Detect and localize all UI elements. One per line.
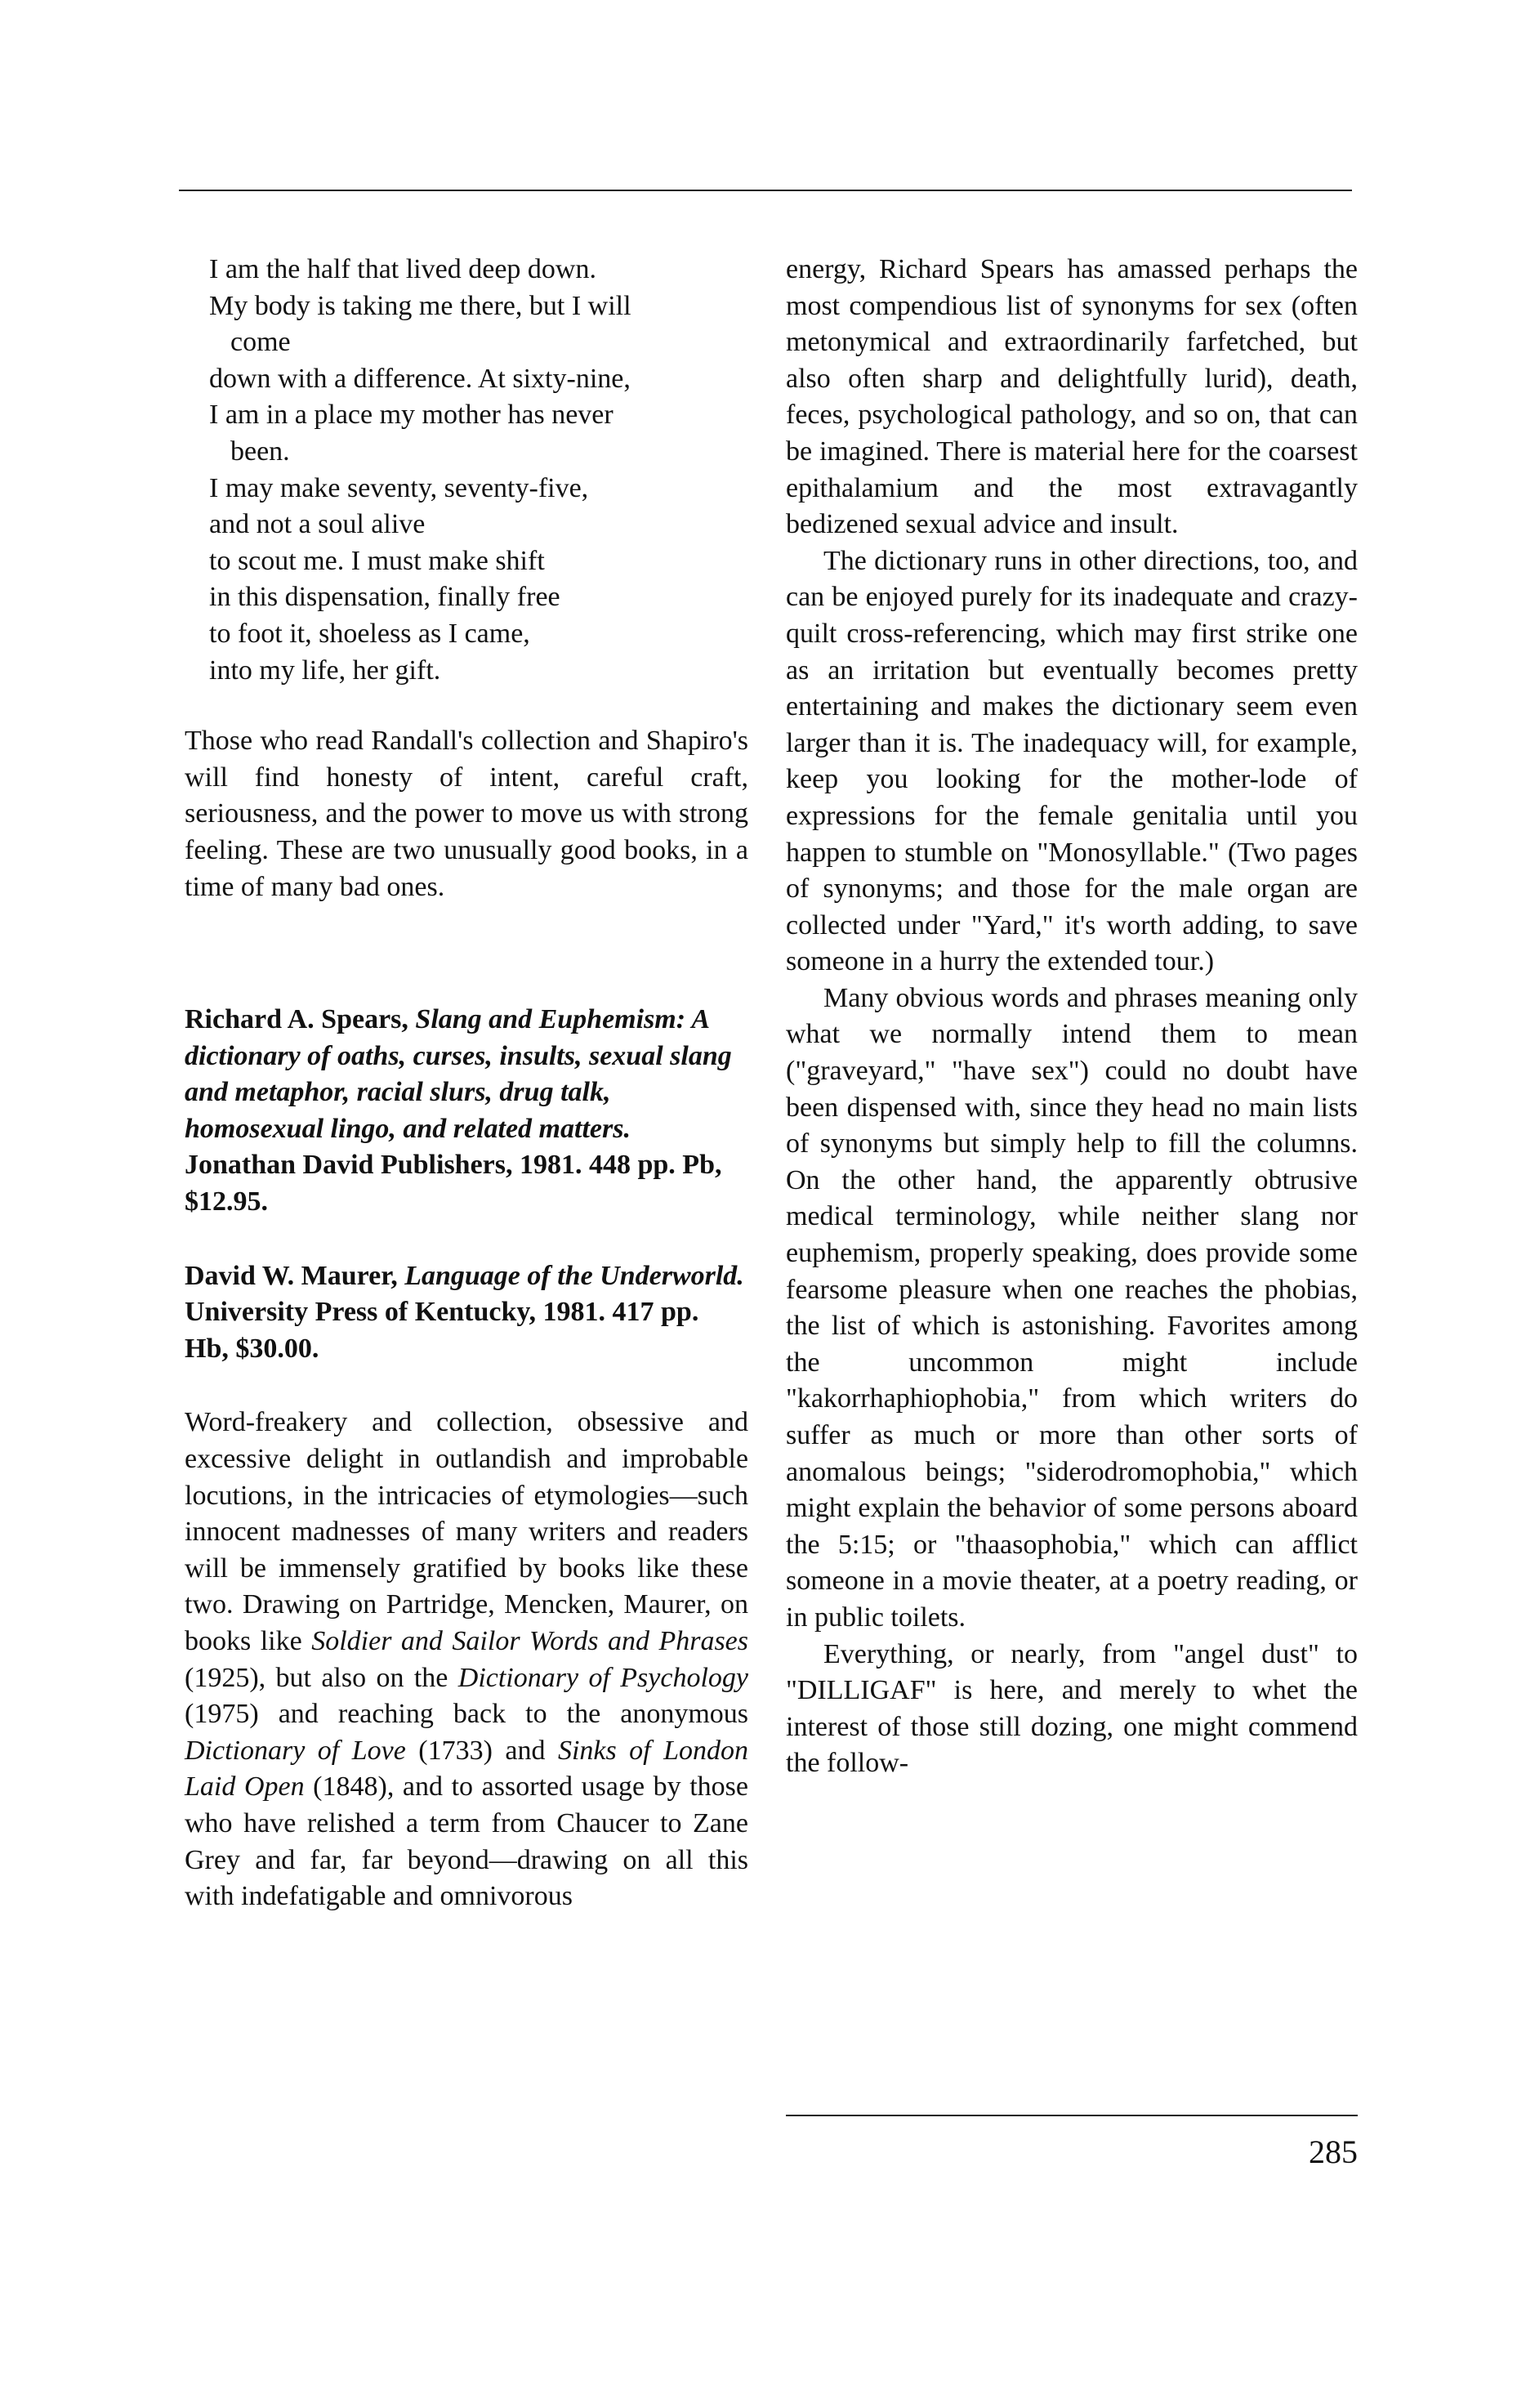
book-title: Dictionary of Love: [185, 1735, 406, 1766]
poem-line: down with a difference. At sixty-nine,: [209, 363, 631, 394]
reference-title: Language of the Underworld.: [404, 1260, 744, 1291]
poem-line: I am the half that lived deep down.: [209, 254, 596, 284]
left-column: [185, 252, 748, 1915]
book-title: Dictionary of Psychology: [457, 1662, 748, 1693]
reference-maurer: [185, 1258, 748, 1368]
page-number: 285: [1309, 2133, 1358, 2170]
review-paragraph: Word-freakery and collection, obsessive and excessive delight in outlandish and improbable locutions, in the intricacies of etymologies—such innocent madnesses of many writers and readers will be immensely gratified by books like these two. Drawing on Partridge, Mencken, Maurer, on books like Soldier and Sailor Words and Phrases (1925), but also on the Dictionary of Psychology (1975) and reaching back to the anonymous Dictionary of Love (1733) and Sinks of London Laid Open (1848), and to assorted usage by those who have relished a term from Chaucer to Zane Grey and far, far beyond—drawing on all this with indefatigable and omnivorous: [185, 1407, 749, 1912]
reference-title: Slang and Euphemism: A dictionary of oaths, curses, insults, sexual slang and metaphor, racial slurs, drug talk, homosexual lingo, and related matters.: [185, 1004, 732, 1144]
poem-line: in this dispensation, finally free: [209, 582, 560, 613]
right-column: [786, 252, 1358, 1782]
poem-line: to scout me. I must make shift: [209, 545, 545, 576]
book-title: Sinks of London Laid Open: [185, 1735, 748, 1803]
review-paragraph: The dictionary runs in other directions, too, and can be enjoyed purely for its inadequate and crazy-quilt cross-referencing, which may first strike one as an irritation but eventually becomes pretty entertaining and makes the dictionary seem even larger than it is. The inadequacy will, for example, keep you looking for the mother-lode of expressions for the female genitalia until you happen to stumble on "Monosyllable." (Two pages of synonyms; and those for the male organ are collected under "Yard," it's worth adding, to save someone in a hurry the extended tour.): [786, 545, 1358, 977]
book-title: Soldier and Sailor Words and Phrases: [311, 1626, 749, 1656]
poem-line: to foot it, shoeless as I came,: [209, 618, 530, 649]
reference-publisher: University Press of Kentucky, 1981. 417 pp. Hb, $30.00.: [185, 1297, 699, 1364]
review-paragraph: Many obvious words and phrases meaning only what we normally intend them to mean ("graveyard," "have sex") could no doubt have been dispensed with, since they head no main lists of synonyms but simply help to fill the columns. On the other hand, the apparently obtrusive medical terminology, while neither slang nor euphemism, properly speaking, does provide some fearsome pleasure when one reaches the phobias, the list of which is astonishing. Favorites among the uncommon might include "kakorrhaphiophobia," from which writers do suffer as much or more than other sorts of anomalous beings; "siderodromophobia," which might explain the behavior of some persons aboard the 5:15; or "thaasophobia," which can afflict someone in a movie theater, at a poetry reading, or in public toilets.: [786, 982, 1358, 1633]
reference-spears: [185, 1002, 748, 1221]
poem-line: into my life, her gift.: [209, 654, 441, 686]
poem-line: I may make seventy, seventy-five,: [209, 472, 589, 503]
review-paragraph: Everything, or nearly, from "angel dust" to "DILLIGAF" is here, and merely to whet the interest of those still dozing, one might commend the follow-: [786, 1638, 1358, 1779]
reference-publisher: Jonathan David Publishers, 1981. 448 pp. Pb, $12.95.: [185, 1150, 722, 1217]
poem-line: My body is taking me there, but I will: [209, 290, 631, 321]
closing-paragraph: Those who read Randall's collection and Shapiro's will find honesty of intent, careful craft, seriousness, and the power to move us with strong feeling. These are two unusually good books, in a time of many bad ones.: [185, 726, 748, 902]
poem: [185, 252, 748, 689]
review-paragraph: energy, Richard Spears has amassed perhaps the most compendious list of synonyms for sex (often metonymical and extraordinarily farfetched, but also often sharp and delightfully lurid), death, feces, psychological pathology, and so on, that can be imagined. There is material here for the coarsest epithalamium and the most extravagantly bedizened sexual advice and insult.: [786, 254, 1358, 540]
poem-line: and not a soul alive: [209, 509, 426, 540]
poem-line: come: [230, 327, 291, 358]
poem-line: I am in a place my mother has never: [209, 400, 613, 431]
reference-author: Richard A. Spears,: [185, 1004, 408, 1035]
bottom-rule: [786, 2115, 1358, 2116]
reference-author: David W. Maurer,: [185, 1260, 398, 1291]
poem-line: been.: [230, 436, 290, 467]
top-rule: [179, 190, 1352, 191]
